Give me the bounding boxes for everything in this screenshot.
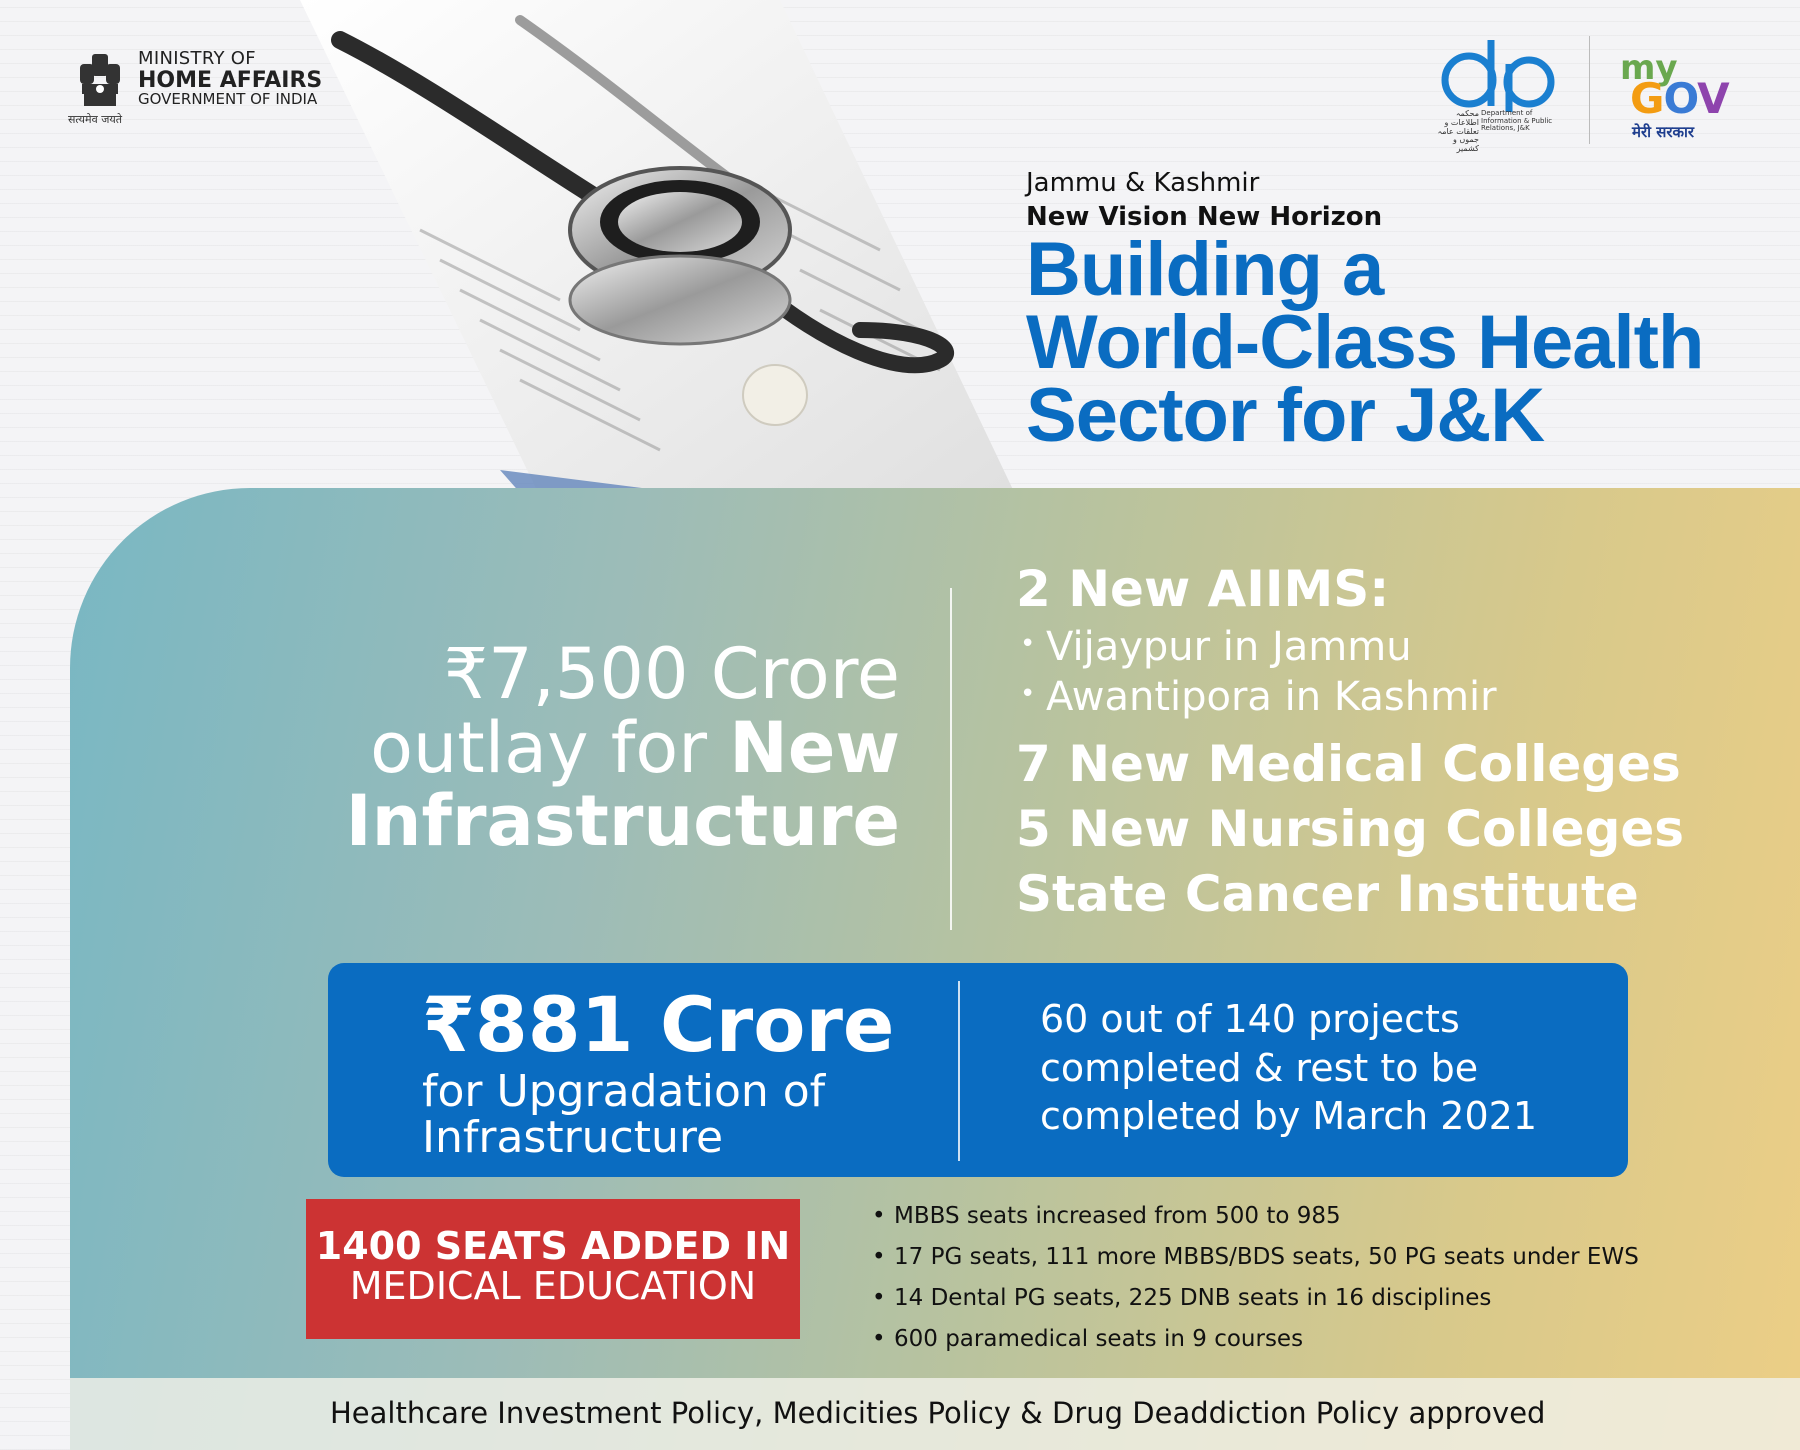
nursing-colleges: 5 New Nursing Colleges	[1016, 800, 1685, 858]
seat-item: • 14 Dental PG seats, 225 DNB seats in 16 disciplines	[870, 1278, 1639, 1319]
vision-kicker: New Vision New Horizon	[1026, 202, 1383, 232]
cancer-institute: State Cancer Institute	[1016, 865, 1639, 923]
medical-colleges: 7 New Medical Colleges	[1016, 735, 1681, 793]
projects-line-2: completed & rest to be	[1040, 1045, 1479, 1090]
dipr-subtitle: Department of Information & Public Relations, J&K	[1481, 109, 1553, 133]
upgradation-sub-2: Infrastructure	[422, 1112, 724, 1164]
seat-item: • 600 paramedical seats in 9 courses	[870, 1319, 1639, 1360]
headline-line-1: Building a	[1026, 227, 1384, 312]
page-title	[1026, 227, 1704, 458]
upgradation-sub-1: for Upgradation of	[422, 1066, 826, 1117]
seat-item: • MBBS seats increased from 500 to 985	[870, 1196, 1639, 1237]
projects-status	[1040, 995, 1600, 1141]
ministry-line-2: HOME AFFAIRS	[138, 67, 323, 93]
seats-badge-subtitle: MEDICAL EDUCATION	[349, 1263, 757, 1308]
outlay-infrastructure: Infrastructure	[345, 780, 900, 862]
seats-list	[870, 1196, 1639, 1360]
mygov-my: my	[1620, 48, 1678, 88]
outlay-statement	[280, 633, 900, 862]
headline-line-3: Sector for J&K	[1026, 372, 1545, 458]
seats-badge	[306, 1199, 800, 1339]
mygov-logo	[1620, 36, 1730, 141]
upgradation-amount-block	[422, 980, 895, 1164]
region-kicker: Jammu & Kashmir	[1026, 168, 1260, 198]
upgradation-amount: ₹881 Crore	[422, 980, 895, 1069]
logo-separator	[1589, 36, 1590, 144]
projects-line-3: completed by March 2021	[1040, 1094, 1538, 1139]
projects-line-1: 60 out of 140 projects	[1040, 997, 1460, 1041]
dipr-urdu-text: محکمہ اطلاعات و تعلقات عامہ جموں و کشمیر	[1437, 109, 1479, 154]
mygov-v: V	[1697, 74, 1729, 123]
aiims-location: • Awantipora in Kashmir	[1016, 672, 1684, 722]
seat-item: • 17 PG seats, 111 more MBBS/BDS seats, 50 PG seats under EWS	[870, 1237, 1639, 1278]
upgradation-box	[328, 963, 1628, 1177]
dipr-mark-icon	[1433, 36, 1573, 112]
outlay-amount: ₹7,500 Crore	[443, 633, 900, 715]
mygov-gov	[1630, 74, 1729, 123]
emblem-motto: सत्यमेव जयते	[68, 113, 123, 126]
ministry-line-3: GOVERNMENT OF INDIA	[138, 89, 318, 108]
highlights-list	[1016, 560, 1684, 927]
dipr-logo	[1433, 36, 1573, 154]
outlay-for: outlay for	[370, 706, 730, 789]
title-block	[1026, 168, 1704, 458]
blue-box-divider	[958, 981, 960, 1161]
mygov-o: O	[1663, 74, 1698, 123]
mygov-hindi: मेरी सरकार	[1632, 123, 1695, 141]
aiims-locations	[1016, 622, 1684, 722]
ministry-line-1: MINISTRY OF	[138, 48, 256, 69]
policy-footer-text: Healthcare Investment Policy, Medicities Policy & Drug Deaddiction Policy approved	[330, 1396, 1546, 1430]
policy-footer	[70, 1378, 1800, 1450]
aiims-location: • Vijaypur in Jammu	[1016, 622, 1684, 672]
partner-logos	[1433, 36, 1730, 154]
mygov-g: G	[1630, 74, 1664, 123]
info-panel	[70, 488, 1800, 1450]
headline-line-2: World-Class Health	[1026, 299, 1704, 385]
seats-badge-title: 1400 SEATS ADDED IN	[315, 1224, 791, 1268]
vertical-divider	[950, 588, 952, 930]
outlay-new: New	[729, 706, 900, 789]
aiims-title: 2 New AIIMS:	[1016, 560, 1390, 618]
